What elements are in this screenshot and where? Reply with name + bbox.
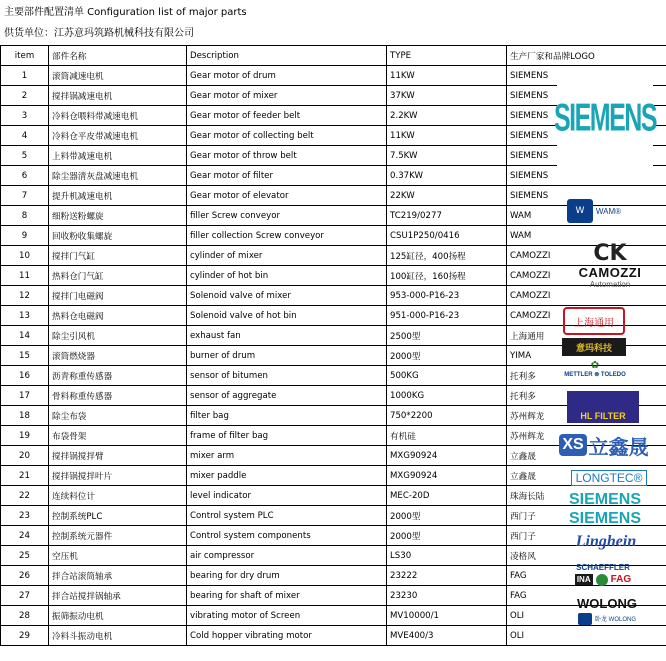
cell-part-name: 控制系统元器件 bbox=[49, 526, 187, 546]
cell-part-name: 拌合站滚筒轴承 bbox=[49, 566, 187, 586]
cell-type: 22KW bbox=[387, 186, 507, 206]
cell-manufacturer: SIEMENS bbox=[507, 166, 666, 186]
longtec-text: LONGTEC® bbox=[571, 470, 648, 486]
lixinsheng-logo bbox=[557, 428, 651, 462]
linghein-text: Linghein bbox=[575, 533, 637, 550]
cell-part-name: 搅拌门电磁阀 bbox=[49, 286, 187, 306]
cell-description: Gear motor of feeder belt bbox=[187, 106, 387, 126]
cell-item: 17 bbox=[1, 386, 49, 406]
cell-part-name: 连续料位计 bbox=[49, 486, 187, 506]
cell-description: cylinder of mixer bbox=[187, 246, 387, 266]
cell-manufacturer: 立鑫晟 bbox=[507, 446, 666, 466]
cell-manufacturer: 苏州辉龙 bbox=[507, 406, 666, 426]
camozzi-sub: Automation bbox=[589, 280, 631, 289]
cell-item: 24 bbox=[1, 526, 49, 546]
cell-part-name: 热料仓门气缸 bbox=[49, 266, 187, 286]
mettler-mark-icon: ✿ bbox=[590, 359, 600, 371]
cell-type: CSU1P250/0416 bbox=[387, 226, 507, 246]
cell-part-name: 振筛振动电机 bbox=[49, 606, 187, 626]
cell-manufacturer: SIEMENS bbox=[507, 66, 666, 86]
cell-item: 18 bbox=[1, 406, 49, 426]
wam-text: WAM® bbox=[595, 206, 622, 216]
ina-text: INA bbox=[576, 575, 591, 584]
longtec-logo bbox=[569, 468, 649, 488]
cell-part-name: 空压机 bbox=[49, 546, 187, 566]
cell-part-name: 冷料斗振动电机 bbox=[49, 626, 187, 646]
cell-part-name: 搅拌锅减速电机 bbox=[49, 86, 187, 106]
cell-manufacturer: SIEMENS bbox=[507, 146, 666, 166]
cell-description: bearing for dry drum bbox=[187, 566, 387, 586]
cell-part-name: 控制系统PLC bbox=[49, 506, 187, 526]
cell-type: 23222 bbox=[387, 566, 507, 586]
cell-part-name: 提升机减速电机 bbox=[49, 186, 187, 206]
schaeffler-fag-logo bbox=[563, 557, 643, 591]
cell-item: 16 bbox=[1, 366, 49, 386]
cell-item: 6 bbox=[1, 166, 49, 186]
cell-part-name: 滚筒减速电机 bbox=[49, 66, 187, 86]
cell-item: 14 bbox=[1, 326, 49, 346]
cell-type: 7.5KW bbox=[387, 146, 507, 166]
cell-manufacturer: YIMA bbox=[507, 346, 666, 366]
cell-part-name: 回收粉收集螺旋 bbox=[49, 226, 187, 246]
cell-manufacturer: SIEMENS bbox=[507, 126, 666, 146]
cell-description: mixer paddle bbox=[187, 466, 387, 486]
wolong-mark-icon bbox=[578, 613, 592, 625]
mettler-text: METTLER ⊗ TOLEDO bbox=[564, 371, 626, 378]
cell-manufacturer: 托利多 bbox=[507, 386, 666, 406]
cell-item: 27 bbox=[1, 586, 49, 606]
fag-text: FAG bbox=[610, 574, 632, 585]
cell-item: 25 bbox=[1, 546, 49, 566]
cell-manufacturer: 珠海长陆 bbox=[507, 486, 666, 506]
cell-manufacturer: SIEMENS bbox=[507, 86, 666, 106]
cell-manufacturer: 西门子 bbox=[507, 506, 666, 526]
cell-item: 22 bbox=[1, 486, 49, 506]
page-title: 主要部件配置清单 Configuration list of major parts bbox=[4, 7, 247, 18]
cell-part-name: 除尘引风机 bbox=[49, 326, 187, 346]
cell-type: 2000型 bbox=[387, 506, 507, 526]
cell-manufacturer: 苏州辉龙 bbox=[507, 426, 666, 446]
cell-description: Gear motor of collecting belt bbox=[187, 126, 387, 146]
cell-item: 12 bbox=[1, 286, 49, 306]
cell-type: MVE400/3 bbox=[387, 626, 507, 646]
cell-type: 2000型 bbox=[387, 346, 507, 366]
cell-item: 9 bbox=[1, 226, 49, 246]
cell-manufacturer: SIEMENS bbox=[507, 106, 666, 126]
header-part-name: 部件名称 bbox=[49, 46, 187, 66]
siemens-logo: SIEMENS bbox=[557, 68, 653, 167]
cell-manufacturer: OLI bbox=[507, 626, 666, 646]
cell-description: Gear motor of filter bbox=[187, 166, 387, 186]
camozzi-mark-icon: CK bbox=[593, 241, 627, 266]
cell-part-name: 沥青称重传感器 bbox=[49, 366, 187, 386]
schaeffler-text: SCHAEFFLER bbox=[576, 562, 630, 572]
cell-description: filler collection Screw conveyor bbox=[187, 226, 387, 246]
cell-item: 28 bbox=[1, 606, 49, 626]
cell-description: Gear motor of drum bbox=[187, 66, 387, 86]
cell-manufacturer: 托利多 bbox=[507, 366, 666, 386]
lixinsheng-text: 立鑫晟 bbox=[588, 434, 649, 459]
cell-description: sensor of aggregate bbox=[187, 386, 387, 406]
cell-item: 10 bbox=[1, 246, 49, 266]
lixinsheng-mark: XS bbox=[559, 434, 586, 456]
cell-description: Control system components bbox=[187, 526, 387, 546]
cell-description: Gear motor of elevator bbox=[187, 186, 387, 206]
cell-part-name: 上料带减速电机 bbox=[49, 146, 187, 166]
cell-manufacturer: CAMOZZI bbox=[507, 286, 666, 306]
cell-part-name: 细粉送粉螺旋 bbox=[49, 206, 187, 226]
cell-type: 125缸径，400扬程 bbox=[387, 246, 507, 266]
cell-type: MXG90924 bbox=[387, 466, 507, 486]
cell-description: filter bag bbox=[187, 406, 387, 426]
cell-type: 100缸径，160扬程 bbox=[387, 266, 507, 286]
cell-manufacturer: OLI bbox=[507, 606, 666, 626]
cell-type: LS30 bbox=[387, 546, 507, 566]
yima-logo bbox=[559, 336, 629, 358]
cell-part-name: 搅拌锅搅拌叶片 bbox=[49, 466, 187, 486]
siemens-plc-logo: SIEMENS bbox=[568, 491, 641, 508]
cell-description: Gear motor of mixer bbox=[187, 86, 387, 106]
cell-item: 15 bbox=[1, 346, 49, 366]
cell-type: 23230 bbox=[387, 586, 507, 606]
cell-description: Gear motor of throw belt bbox=[187, 146, 387, 166]
cell-description: cylinder of hot bin bbox=[187, 266, 387, 286]
cell-manufacturer: 西门子 bbox=[507, 526, 666, 546]
cell-part-name: 冷料仓喂料带减速电机 bbox=[49, 106, 187, 126]
cell-manufacturer: FAG bbox=[507, 586, 666, 606]
cell-part-name: 热料仓电磁阀 bbox=[49, 306, 187, 326]
cell-type: 750*2200 bbox=[387, 406, 507, 426]
wolong-logo bbox=[557, 593, 657, 627]
cell-type: 2000型 bbox=[387, 526, 507, 546]
cell-type: 11KW bbox=[387, 126, 507, 146]
cell-type: 有机硅 bbox=[387, 426, 507, 446]
cell-item: 23 bbox=[1, 506, 49, 526]
cell-manufacturer: CAMOZZI bbox=[507, 246, 666, 266]
wolong-text: WOLONG bbox=[577, 595, 637, 611]
cell-type: 1000KG bbox=[387, 386, 507, 406]
cell-part-name: 除尘布袋 bbox=[49, 406, 187, 426]
cell-item: 26 bbox=[1, 566, 49, 586]
header-item: item bbox=[1, 46, 49, 66]
cell-type: 2.2KW bbox=[387, 106, 507, 126]
cell-description: mixer arm bbox=[187, 446, 387, 466]
cell-type: MXG90924 bbox=[387, 446, 507, 466]
schaeffler-dot-icon bbox=[596, 574, 608, 586]
cell-type: TC219/0277 bbox=[387, 206, 507, 226]
cell-item: 5 bbox=[1, 146, 49, 166]
wam-logo bbox=[559, 196, 629, 226]
header-manufacturer: 生产厂家和品牌LOGO bbox=[507, 46, 666, 66]
cell-item: 1 bbox=[1, 66, 49, 86]
cell-type: 500KG bbox=[387, 366, 507, 386]
cell-type: 11KW bbox=[387, 66, 507, 86]
cell-part-name: 滚筒燃烧器 bbox=[49, 346, 187, 366]
header-description: Description bbox=[187, 46, 387, 66]
cell-manufacturer: FAG bbox=[507, 566, 666, 586]
cell-type: 2500型 bbox=[387, 326, 507, 346]
cell-description: Cold hopper vibrating motor bbox=[187, 626, 387, 646]
cell-manufacturer: WAM bbox=[507, 226, 666, 246]
supplier-line: 供货单位：江苏意玛筑路机械科技有限公司 bbox=[4, 28, 194, 39]
cell-description: bearing for shaft of mixer bbox=[187, 586, 387, 606]
yima-text: 意玛科技 bbox=[562, 338, 626, 356]
cell-part-name: 拌合站搅拌锅轴承 bbox=[49, 586, 187, 606]
cell-description: air compressor bbox=[187, 546, 387, 566]
table-header-row bbox=[1, 46, 666, 66]
cell-item: 2 bbox=[1, 86, 49, 106]
mettler-toledo-logo bbox=[557, 358, 633, 380]
cell-description: Solenoid valve of mixer bbox=[187, 286, 387, 306]
cell-manufacturer: 上海通用 bbox=[507, 326, 666, 346]
hl-filter-logo bbox=[567, 390, 639, 424]
cell-manufacturer: SIEMENS bbox=[507, 186, 666, 206]
siemens-components-logo: SIEMENS bbox=[568, 510, 641, 527]
cell-part-name: 除尘器清灰盘减速电机 bbox=[49, 166, 187, 186]
cell-item: 3 bbox=[1, 106, 49, 126]
cell-item: 7 bbox=[1, 186, 49, 206]
cell-item: 8 bbox=[1, 206, 49, 226]
cell-manufacturer: 立鑫晟 bbox=[507, 466, 666, 486]
linghein-logo bbox=[563, 530, 649, 554]
cell-description: vibrating motor of Screen bbox=[187, 606, 387, 626]
camozzi-logo bbox=[559, 232, 661, 300]
camozzi-name: CAMOZZI bbox=[578, 265, 642, 280]
cell-type: 0.37KW bbox=[387, 166, 507, 186]
tongyong-logo bbox=[561, 306, 627, 336]
cell-description: frame of filter bag bbox=[187, 426, 387, 446]
hl-filter-text: HL FILTER bbox=[567, 391, 639, 423]
cell-manufacturer: WAM bbox=[507, 206, 666, 226]
header-type: TYPE bbox=[387, 46, 507, 66]
logo-column bbox=[553, 68, 666, 658]
cell-manufacturer: CAMOZZI bbox=[507, 266, 666, 286]
cell-type: 37KW bbox=[387, 86, 507, 106]
cell-type: MV10000/1 bbox=[387, 606, 507, 626]
cell-type: 951-000-P16-23 bbox=[387, 306, 507, 326]
cell-part-name: 布袋骨架 bbox=[49, 426, 187, 446]
cell-item: 29 bbox=[1, 626, 49, 646]
cell-description: Solenoid valve of hot bin bbox=[187, 306, 387, 326]
cell-item: 11 bbox=[1, 266, 49, 286]
wam-mark-icon: W bbox=[567, 199, 593, 223]
cell-item: 20 bbox=[1, 446, 49, 466]
cell-manufacturer: 凌格风 bbox=[507, 546, 666, 566]
wolong-sub: 卧龙 WOLONG bbox=[594, 617, 636, 623]
cell-description: Control system PLC bbox=[187, 506, 387, 526]
cell-part-name: 骨料称重传感器 bbox=[49, 386, 187, 406]
cell-type: MEC-20D bbox=[387, 486, 507, 506]
cell-item: 19 bbox=[1, 426, 49, 446]
tongyong-text: 上海通用 bbox=[563, 307, 625, 335]
cell-description: burner of drum bbox=[187, 346, 387, 366]
cell-part-name: 冷料仓平皮带减速电机 bbox=[49, 126, 187, 146]
cell-manufacturer: CAMOZZI bbox=[507, 306, 666, 326]
cell-item: 21 bbox=[1, 466, 49, 486]
cell-description: filler Screw conveyor bbox=[187, 206, 387, 226]
cell-type: 953-000-P16-23 bbox=[387, 286, 507, 306]
cell-description: sensor of bitumen bbox=[187, 366, 387, 386]
cell-part-name: 搅拌锅搅拌臂 bbox=[49, 446, 187, 466]
cell-item: 13 bbox=[1, 306, 49, 326]
cell-item: 4 bbox=[1, 126, 49, 146]
cell-description: exhaust fan bbox=[187, 326, 387, 346]
cell-part-name: 搅拌门气缸 bbox=[49, 246, 187, 266]
cell-description: level indicator bbox=[187, 486, 387, 506]
